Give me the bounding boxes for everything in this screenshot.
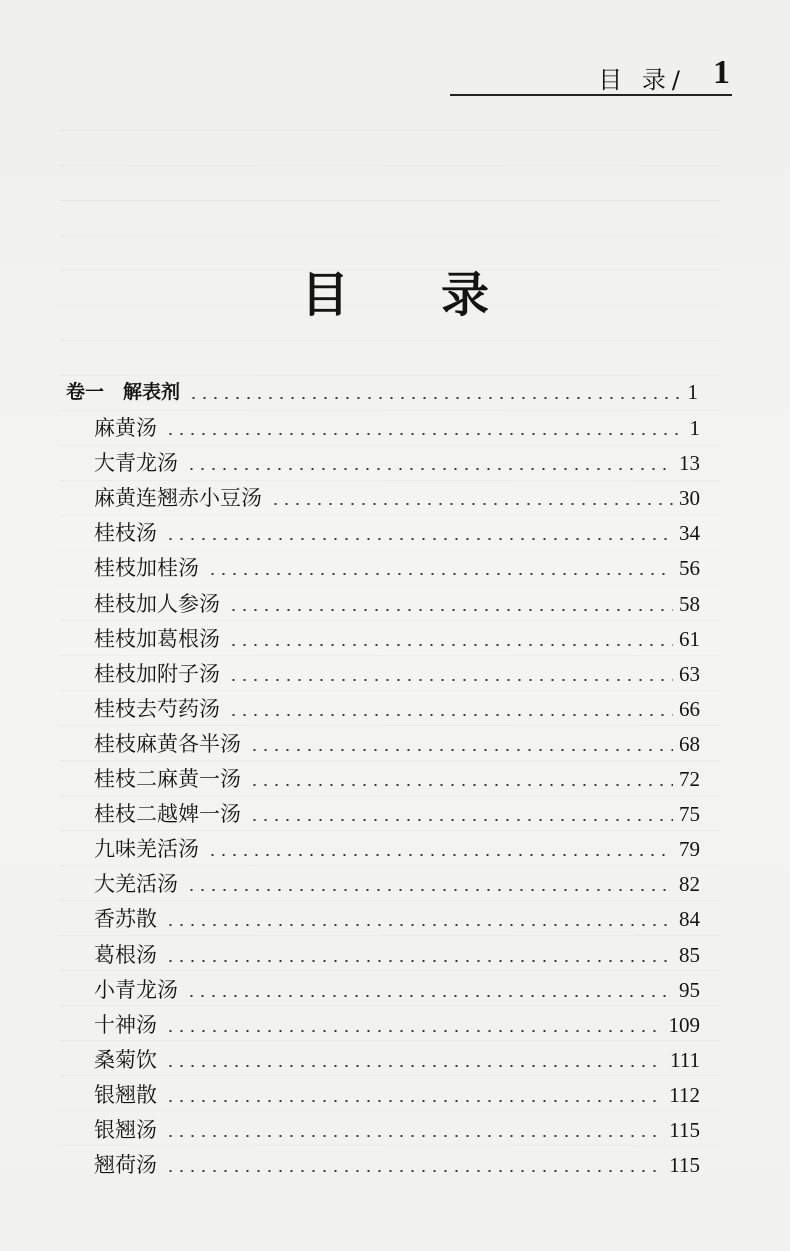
dot-leader (188, 397, 681, 399)
toc-entry-page: 79 (679, 837, 700, 861)
dot-leader (186, 995, 673, 997)
bleed-through-line (60, 130, 720, 132)
toc-entry-page: 85 (679, 943, 700, 967)
toc-entry-row (94, 689, 700, 723)
dot-leader (270, 503, 673, 505)
toc-entry-name: 桂枝加人参汤 (94, 592, 220, 616)
dot-leader (165, 924, 673, 926)
toc-chapter-page: 1 (687, 380, 698, 404)
header-label: 目 录/ (598, 66, 686, 94)
toc-entry-page: 112 (669, 1083, 700, 1107)
dot-leader (249, 819, 673, 821)
header-page-number: 1 (713, 54, 730, 91)
dot-leader (228, 679, 673, 681)
toc-entry-page: 1 (689, 416, 700, 440)
toc-entry-page: 115 (669, 1118, 700, 1142)
toc-entry-page: 82 (679, 872, 700, 896)
toc-entry-name: 麻黄连翘赤小豆汤 (94, 486, 262, 510)
toc-entry-name: 小青龙汤 (94, 978, 178, 1002)
bleed-through-line (60, 340, 720, 342)
toc-entry-row (94, 935, 700, 969)
toc-entry-name: 麻黄汤 (94, 416, 157, 440)
toc-entry-name: 桂枝去芍药汤 (94, 697, 220, 721)
running-header (450, 54, 732, 96)
toc-entry-row (94, 759, 700, 793)
toc-entry-name: 香苏散 (94, 907, 157, 931)
toc-entry-row (94, 829, 700, 863)
toc-entry-name: 桑菊饮 (94, 1048, 157, 1072)
toc-entry-row (94, 513, 700, 547)
toc-entry-row (94, 584, 700, 618)
toc-entry-name: 银翘散 (94, 1083, 157, 1107)
toc-entry-name: 十神汤 (94, 1013, 157, 1037)
toc-entry-row (94, 443, 700, 477)
toc-entry-row (94, 1145, 700, 1179)
toc-entry-page: 13 (679, 451, 700, 475)
toc-entry-row (94, 970, 700, 1004)
toc-entry-row (94, 1075, 700, 1109)
toc-entry-row (94, 864, 700, 898)
toc-entry-row (94, 794, 700, 828)
dot-leader (165, 538, 673, 540)
toc-entry-row (94, 548, 700, 582)
bleed-through-line (60, 165, 720, 167)
toc-entry-page: 75 (679, 802, 700, 826)
dot-leader (165, 1135, 663, 1137)
dot-leader (165, 1065, 664, 1067)
dot-leader (228, 644, 673, 646)
toc-entry-row (94, 899, 700, 933)
dot-leader (165, 1030, 663, 1032)
toc-entry-name: 桂枝加葛根汤 (94, 627, 220, 651)
dot-leader (186, 468, 673, 470)
toc-chapter-row (66, 372, 698, 406)
page-title: 目录 (300, 267, 581, 323)
dot-leader (165, 433, 684, 435)
dot-leader (228, 714, 673, 716)
toc-entry-name: 翘荷汤 (94, 1153, 157, 1177)
toc-entry-name: 葛根汤 (94, 943, 157, 967)
toc-entry-page: 95 (679, 978, 700, 1002)
toc-entry-name: 大青龙汤 (94, 451, 178, 475)
dot-leader (207, 573, 673, 575)
toc-entry-page: 111 (670, 1048, 700, 1072)
toc-entry-row (94, 654, 700, 688)
dot-leader (228, 609, 673, 611)
bleed-through-line (60, 200, 720, 202)
toc-entry-page: 72 (679, 767, 700, 791)
toc-entry-page: 34 (679, 521, 700, 545)
toc-entry-page: 68 (679, 732, 700, 756)
toc-entry-name: 银翘汤 (94, 1118, 157, 1142)
toc-entry-page: 109 (668, 1013, 700, 1037)
dot-leader (249, 784, 673, 786)
toc-entry-row (94, 1040, 700, 1074)
toc-entry-name: 桂枝加桂汤 (94, 556, 199, 580)
toc-chapter-title: 卷一 解表剂 (66, 381, 181, 403)
toc-entry-name: 大羌活汤 (94, 872, 178, 896)
toc-entry-row (94, 478, 700, 512)
toc-entry-name: 桂枝汤 (94, 521, 157, 545)
toc-entry-row (94, 1110, 700, 1144)
toc-entry-row (94, 724, 700, 758)
toc-entry-page: 63 (679, 662, 700, 686)
dot-leader (165, 1170, 663, 1172)
bleed-through-line (60, 235, 720, 237)
toc-entry-page: 66 (679, 697, 700, 721)
toc-entry-name: 桂枝加附子汤 (94, 662, 220, 686)
dot-leader (207, 854, 673, 856)
toc-entry-row (94, 1005, 700, 1039)
toc-entry-row (94, 408, 700, 442)
toc-entry-name: 桂枝二麻黄一汤 (94, 767, 241, 791)
toc-entry-page: 58 (679, 592, 700, 616)
dot-leader (165, 1100, 663, 1102)
toc-entry-name: 桂枝麻黄各半汤 (94, 732, 241, 756)
toc-entry-page: 61 (679, 627, 700, 651)
toc-entry-page: 115 (669, 1153, 700, 1177)
toc-entry-name: 九味羌活汤 (94, 837, 199, 861)
toc-entry-row (94, 619, 700, 653)
toc-entry-page: 56 (679, 556, 700, 580)
dot-leader (165, 960, 673, 962)
toc-entry-page: 30 (679, 486, 700, 510)
toc-entry-name: 桂枝二越婢一汤 (94, 802, 241, 826)
dot-leader (186, 889, 673, 891)
dot-leader (249, 749, 673, 751)
toc-entry-page: 84 (679, 907, 700, 931)
